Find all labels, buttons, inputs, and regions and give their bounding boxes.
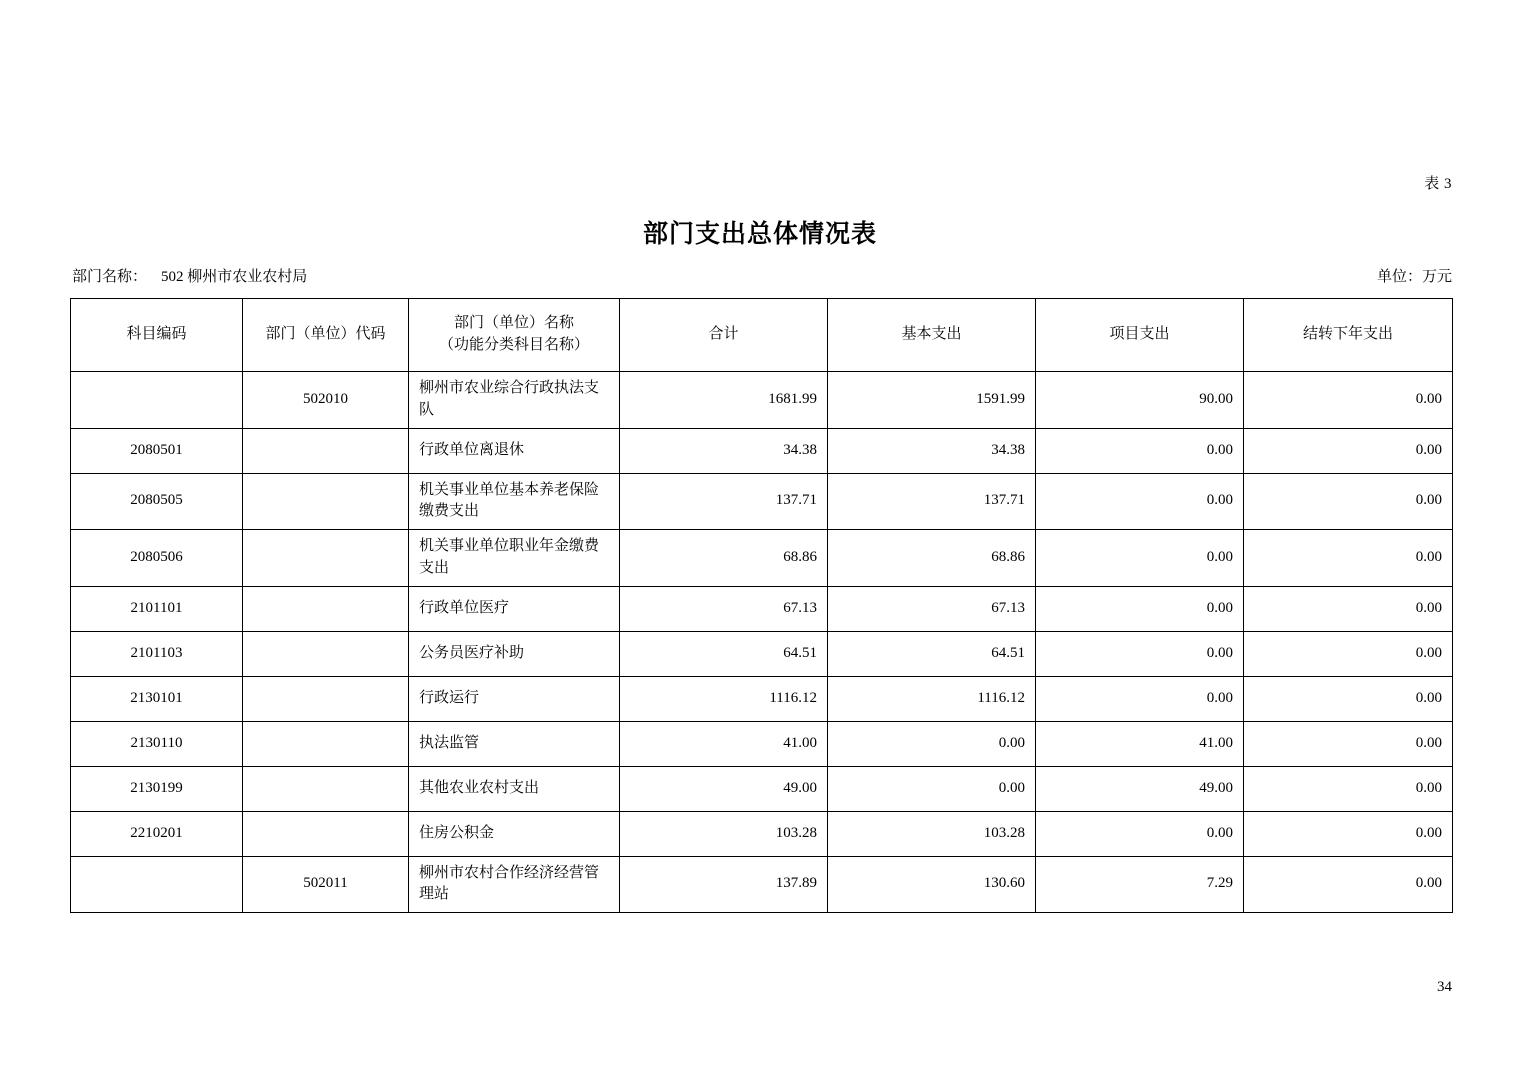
cell-dept-code bbox=[243, 676, 409, 721]
cell-basic: 103.28 bbox=[828, 811, 1036, 856]
cell-code: 2080505 bbox=[71, 473, 243, 530]
cell-carryover: 0.00 bbox=[1244, 530, 1453, 587]
cell-total: 64.51 bbox=[620, 631, 828, 676]
cell-name: 柳州市农业综合行政执法支队 bbox=[409, 372, 620, 429]
cell-project: 0.00 bbox=[1036, 530, 1244, 587]
header-project: 项目支出 bbox=[1036, 299, 1244, 372]
header-dept-name-line2: （功能分类科目名称） bbox=[438, 337, 589, 353]
department-label: 部门名称： bbox=[72, 269, 148, 285]
cell-code bbox=[71, 372, 243, 429]
cell-total: 34.38 bbox=[620, 428, 828, 473]
table-row bbox=[71, 372, 1453, 429]
cell-carryover: 0.00 bbox=[1244, 721, 1453, 766]
table-row bbox=[71, 473, 1453, 530]
header-basic: 基本支出 bbox=[828, 299, 1036, 372]
cell-basic: 34.38 bbox=[828, 428, 1036, 473]
cell-basic: 130.60 bbox=[828, 856, 1036, 913]
table-row bbox=[71, 676, 1453, 721]
cell-code: 2130199 bbox=[71, 766, 243, 811]
cell-carryover: 0.00 bbox=[1244, 856, 1453, 913]
cell-code: 2130101 bbox=[71, 676, 243, 721]
cell-total: 1681.99 bbox=[620, 372, 828, 429]
table-body bbox=[71, 372, 1453, 913]
header-carryover: 结转下年支出 bbox=[1244, 299, 1453, 372]
page-number: 34 bbox=[1437, 979, 1452, 995]
cell-project: 0.00 bbox=[1036, 586, 1244, 631]
cell-project: 0.00 bbox=[1036, 811, 1244, 856]
cell-project: 0.00 bbox=[1036, 473, 1244, 530]
cell-dept-code bbox=[243, 428, 409, 473]
cell-dept-code bbox=[243, 766, 409, 811]
cell-project: 0.00 bbox=[1036, 428, 1244, 473]
cell-project: 49.00 bbox=[1036, 766, 1244, 811]
unit-note: 单位：万元 bbox=[1376, 269, 1452, 285]
cell-dept-code bbox=[243, 473, 409, 530]
cell-code: 2080506 bbox=[71, 530, 243, 587]
cell-basic: 67.13 bbox=[828, 586, 1036, 631]
cell-dept-code: 502010 bbox=[243, 372, 409, 429]
table-row bbox=[71, 631, 1453, 676]
cell-project: 41.00 bbox=[1036, 721, 1244, 766]
cell-total: 49.00 bbox=[620, 766, 828, 811]
table-row bbox=[71, 586, 1453, 631]
department-value: 502 柳州市农业农村局 bbox=[161, 269, 308, 285]
cell-code: 2210201 bbox=[71, 811, 243, 856]
cell-basic: 137.71 bbox=[828, 473, 1036, 530]
table-row bbox=[71, 811, 1453, 856]
header-dept-name-line1: 部门（单位）名称 bbox=[453, 315, 574, 332]
cell-total: 67.13 bbox=[620, 586, 828, 631]
cell-code: 2101103 bbox=[71, 631, 243, 676]
cell-name: 住房公积金 bbox=[409, 811, 620, 856]
cell-project: 0.00 bbox=[1036, 631, 1244, 676]
cell-name: 公务员医疗补助 bbox=[409, 631, 620, 676]
cell-total: 137.89 bbox=[620, 856, 828, 913]
cell-name: 机关事业单位职业年金缴费支出 bbox=[409, 530, 620, 587]
cell-name: 柳州市农村合作经济经营管理站 bbox=[409, 856, 620, 913]
table-row bbox=[71, 428, 1453, 473]
cell-carryover: 0.00 bbox=[1244, 586, 1453, 631]
header-dept-code: 部门（单位）代码 bbox=[243, 299, 409, 372]
cell-name: 其他农业农村支出 bbox=[409, 766, 620, 811]
cell-dept-code bbox=[243, 811, 409, 856]
cell-dept-code: 502011 bbox=[243, 856, 409, 913]
header-code: 科目编码 bbox=[71, 299, 243, 372]
expenditure-table bbox=[70, 298, 1453, 913]
cell-project: 90.00 bbox=[1036, 372, 1244, 429]
cell-basic: 1116.12 bbox=[828, 676, 1036, 721]
table-row bbox=[71, 530, 1453, 587]
cell-carryover: 0.00 bbox=[1244, 766, 1453, 811]
cell-carryover: 0.00 bbox=[1244, 631, 1453, 676]
cell-total: 68.86 bbox=[620, 530, 828, 587]
cell-name: 执法监管 bbox=[409, 721, 620, 766]
page-title: 部门支出总体情况表 bbox=[642, 221, 877, 248]
cell-dept-code bbox=[243, 721, 409, 766]
cell-carryover: 0.00 bbox=[1244, 428, 1453, 473]
cell-basic: 0.00 bbox=[828, 721, 1036, 766]
cell-name: 行政运行 bbox=[409, 676, 620, 721]
cell-basic: 68.86 bbox=[828, 530, 1036, 587]
cell-carryover: 0.00 bbox=[1244, 372, 1453, 429]
cell-name: 行政单位离退休 bbox=[409, 428, 620, 473]
cell-basic: 64.51 bbox=[828, 631, 1036, 676]
cell-basic: 1591.99 bbox=[828, 372, 1036, 429]
cell-total: 103.28 bbox=[620, 811, 828, 856]
cell-dept-code bbox=[243, 586, 409, 631]
cell-dept-code bbox=[243, 631, 409, 676]
cell-project: 0.00 bbox=[1036, 676, 1244, 721]
department-name bbox=[72, 265, 307, 286]
table-label: 表 3 bbox=[1424, 176, 1452, 192]
header-total: 合计 bbox=[620, 299, 828, 372]
cell-carryover: 0.00 bbox=[1244, 811, 1453, 856]
cell-total: 1116.12 bbox=[620, 676, 828, 721]
cell-total: 41.00 bbox=[620, 721, 828, 766]
cell-dept-code bbox=[243, 530, 409, 587]
cell-total: 137.71 bbox=[620, 473, 828, 530]
table-row bbox=[71, 766, 1453, 811]
table-row bbox=[71, 856, 1453, 913]
header-dept-name bbox=[409, 299, 620, 372]
cell-name: 机关事业单位基本养老保险缴费支出 bbox=[409, 473, 620, 530]
table-header-row bbox=[71, 299, 1453, 372]
table-row bbox=[71, 721, 1453, 766]
cell-carryover: 0.00 bbox=[1244, 473, 1453, 530]
cell-project: 7.29 bbox=[1036, 856, 1244, 913]
cell-carryover: 0.00 bbox=[1244, 676, 1453, 721]
meta-row bbox=[72, 265, 1452, 287]
cell-basic: 0.00 bbox=[828, 766, 1036, 811]
cell-code: 2080501 bbox=[71, 428, 243, 473]
cell-code: 2130110 bbox=[71, 721, 243, 766]
cell-name: 行政单位医疗 bbox=[409, 586, 620, 631]
cell-code bbox=[71, 856, 243, 913]
cell-code: 2101101 bbox=[71, 586, 243, 631]
